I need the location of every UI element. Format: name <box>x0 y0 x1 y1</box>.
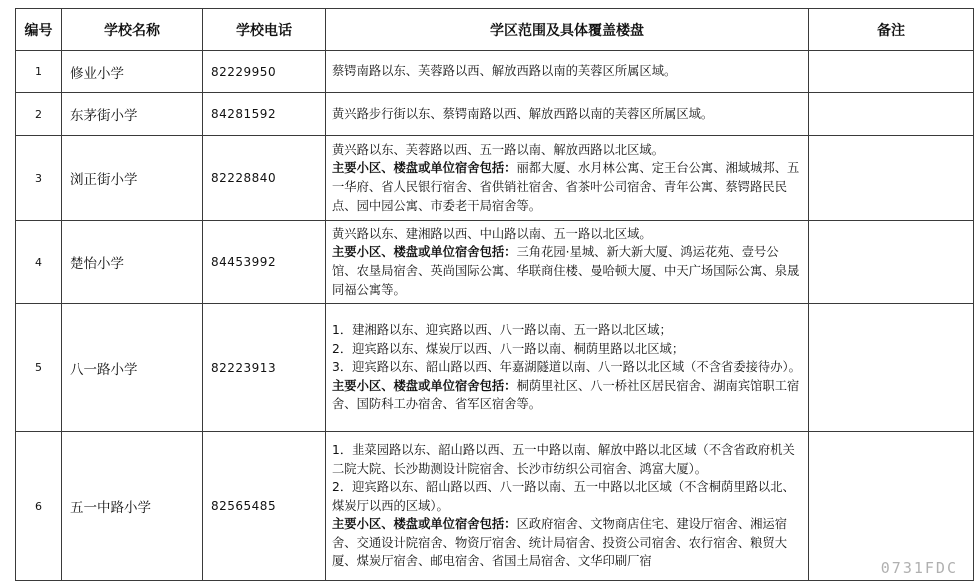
district-text: 2．迎宾路以东、煤炭厅以西、八一路以南、桐荫里路以北区域； <box>332 341 685 356</box>
district-range <box>326 136 809 221</box>
school-name: 东茅街小学 <box>62 93 203 136</box>
row-number: 3 <box>16 136 62 221</box>
school-phone: 82228840 <box>203 136 326 221</box>
covered-buildings-label: 主要小区、楼盘或单位宿舍包括： <box>332 245 517 260</box>
header-school-name: 学校名称 <box>62 9 203 51</box>
district-line <box>332 159 803 215</box>
district-text: 1．建湘路以东、迎宾路以西、八一路以南、五一路以北区域； <box>332 323 672 338</box>
table-row <box>16 221 974 304</box>
table-row <box>16 51 974 93</box>
header-row <box>16 9 974 51</box>
district-range <box>326 51 809 93</box>
district-line <box>332 478 803 515</box>
district-text: 3．迎宾路以东、韶山路以西、年嘉湖隧道以南、八一路以北区域（不含省委接待办）。 <box>332 360 801 375</box>
district-text: 丽都大厦、水月林公寓、定王台公寓、湘域城邦、五一华府、省人民银行宿舍、省供销社宿舍、省茶叶公司宿舍、青年公寓、蔡锷路民民点、园中园公寓、市委老干局宿舍等。 <box>332 161 800 213</box>
covered-buildings-label: 主要小区、楼盘或单位宿舍包括： <box>332 161 517 176</box>
header-note: 备注 <box>809 9 974 51</box>
district-range <box>326 93 809 136</box>
table-row <box>16 304 974 432</box>
table-row <box>16 136 974 221</box>
row-number: 4 <box>16 221 62 304</box>
district-text: 2．迎宾路以东、韶山路以西、八一路以南、五一中路以北区域（不含桐荫里路以北、煤炭厅以西的区域）。 <box>332 480 795 513</box>
table-row <box>16 93 974 136</box>
school-name: 楚怡小学 <box>62 221 203 304</box>
district-line <box>332 243 803 299</box>
note-cell <box>809 221 974 304</box>
district-line <box>332 62 803 81</box>
district-text: 蔡锷南路以东、芙蓉路以西、解放西路以南的芙蓉区所属区域。 <box>332 64 677 79</box>
district-range <box>326 432 809 581</box>
note-cell <box>809 136 974 221</box>
district-text: 三角花园·星城、新大新大厦、鸿运花苑、壹号公馆、农垦局宿舍、英尚国际公寓、华联商住楼、曼哈顿大厦、中天广场国际公寓、泉晟同福公寓等。 <box>332 245 800 297</box>
district-line <box>332 321 803 340</box>
district-line <box>332 515 803 571</box>
covered-buildings-label: 主要小区、楼盘或单位宿舍包括： <box>332 517 517 532</box>
district-text: 黄兴路以东、芙蓉路以西、五一路以南、解放西路以北区域。 <box>332 142 665 157</box>
school-phone: 82223913 <box>203 304 326 432</box>
school-phone: 82565485 <box>203 432 326 581</box>
district-line <box>332 105 803 124</box>
watermark: 0731FDC <box>880 559 958 577</box>
district-range <box>326 221 809 304</box>
row-number: 6 <box>16 432 62 581</box>
school-name: 八一路小学 <box>62 304 203 432</box>
district-line <box>332 340 803 359</box>
school-phone: 84453992 <box>203 221 326 304</box>
table-row <box>16 432 974 581</box>
school-name: 浏正街小学 <box>62 136 203 221</box>
covered-buildings-label: 主要小区、楼盘或单位宿舍包括： <box>332 378 517 393</box>
school-name: 五一中路小学 <box>62 432 203 581</box>
school-district-table <box>15 8 974 581</box>
header-district-range: 学区范围及具体覆盖楼盘 <box>326 9 809 51</box>
district-line <box>332 441 803 478</box>
district-text: 区政府宿舍、文物商店住宅、建设厅宿舍、湘运宿舍、交通设计院宿舍、物资厅宿舍、统计局宿舍、投资公司宿舍、农行宿舍、粮贸大厦、煤炭厅宿舍、邮电宿舍、省国土局宿舍、文华印刷厂宿 <box>332 517 788 569</box>
district-line <box>332 141 803 160</box>
note-cell <box>809 51 974 93</box>
school-phone: 84281592 <box>203 93 326 136</box>
school-phone: 82229950 <box>203 51 326 93</box>
district-text: 桐荫里社区、八一桥社区居民宿舍、湖南宾馆职工宿舍、国防科工办宿舍、省军区宿舍等。 <box>332 378 800 412</box>
school-name: 修业小学 <box>62 51 203 93</box>
district-line <box>332 225 803 244</box>
district-line <box>332 377 803 414</box>
row-number: 2 <box>16 93 62 136</box>
district-line <box>332 358 803 377</box>
row-number: 5 <box>16 304 62 432</box>
header-num: 编号 <box>16 9 62 51</box>
note-cell <box>809 93 974 136</box>
district-text: 黄兴路以东、建湘路以西、中山路以南、五一路以北区域。 <box>332 226 652 241</box>
table-body <box>16 51 974 581</box>
row-number: 1 <box>16 51 62 93</box>
note-cell <box>809 304 974 432</box>
district-text: 黄兴路步行街以东、蔡锷南路以西、解放西路以南的芙蓉区所属区域。 <box>332 106 714 121</box>
header-school-phone: 学校电话 <box>203 9 326 51</box>
district-range <box>326 304 809 432</box>
district-text: 1．韭菜园路以东、韶山路以西、五一中路以南、解放中路以北区域（不含省政府机关二院大院、长沙勘测设计院宿舍、长沙市纺织公司宿舍、鸿富大厦）。 <box>332 442 795 476</box>
